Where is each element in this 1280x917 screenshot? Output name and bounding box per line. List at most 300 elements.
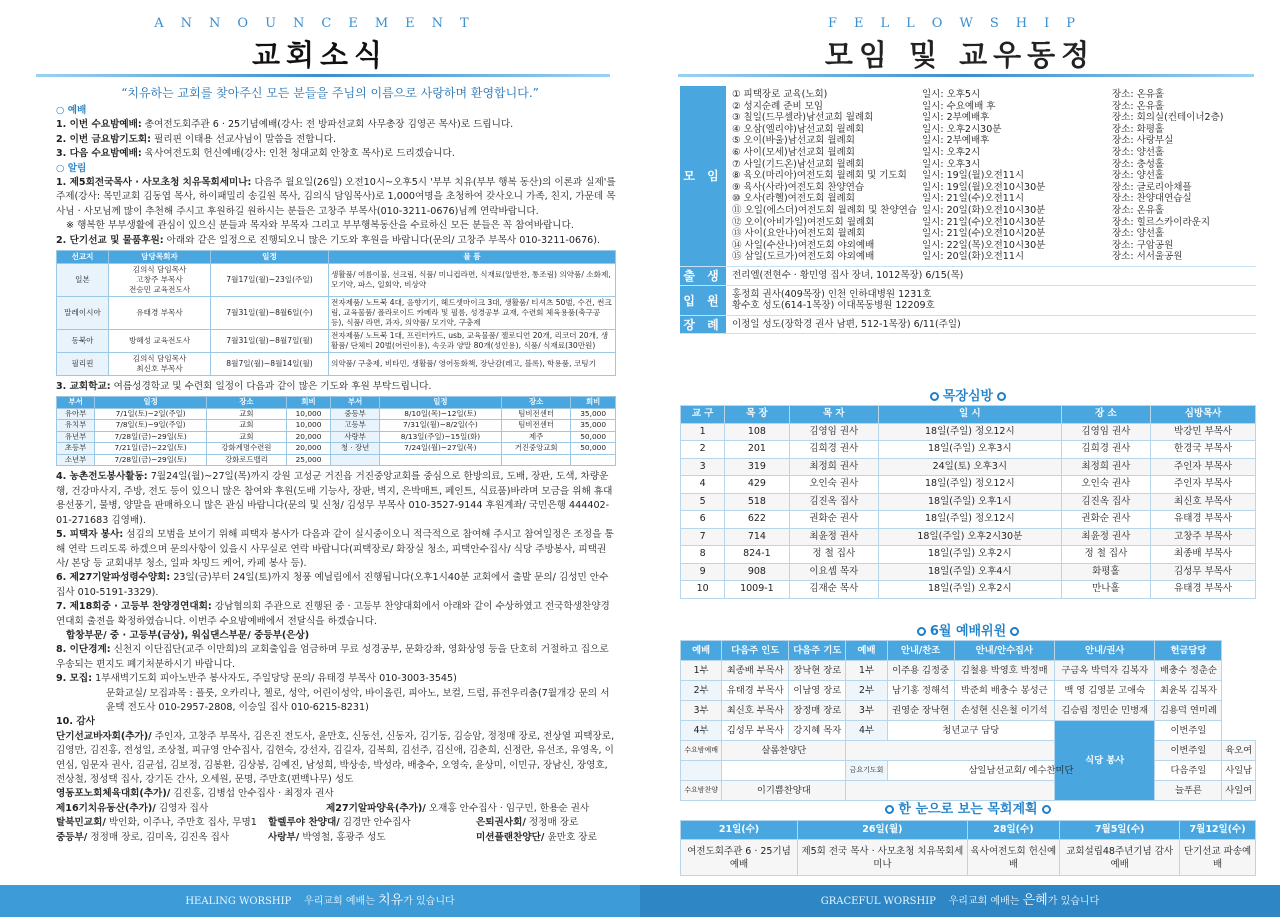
notice-9-culture: 문화교실/ 모집과목 : 플룻, 오카리나, 첼로, 성악, 어린이성악, 바이올린, 피아노, 보컬, 드럼, 퓨전우리춤(7월개강 문의 서윤택 전도사 010-2957-2808, 이승일 집사 010-6215-8231) <box>106 687 610 713</box>
worship-cell: 3부 <box>681 701 722 721</box>
table-row <box>681 511 1256 529</box>
mission-table <box>56 250 616 376</box>
plan-event: 단기선교 파송예배 <box>1180 840 1256 876</box>
worship-cell: 김승림 정민순 민병재 <box>1055 701 1155 721</box>
visit-cell: 주인자 부목사 <box>1151 476 1256 494</box>
birth-section <box>680 267 1256 286</box>
visit-cell: 최정희 권사 <box>1061 458 1151 476</box>
school-header: 장소 <box>207 397 287 409</box>
school-cell: 7/21일(금)~22일(토) <box>95 443 207 455</box>
thanks-2: 영동포노회체육대회(추가)/ 김진홍, 김병섭 안수집사 · 최정자 권사 <box>56 788 334 800</box>
plan-header-row <box>681 821 1256 840</box>
meeting-item <box>732 205 1250 217</box>
worship-cell: 백 영 김영분 고애숙 <box>1055 681 1155 701</box>
meeting-field: ⑤ 오이(바울)남선교회 월례회 <box>732 135 855 147</box>
visit-cell: 1009-1 <box>725 581 789 599</box>
worship-header: 안내/안수집사 <box>954 641 1054 661</box>
mission-header: 담당목회자 <box>109 251 211 264</box>
visit-cell: 권화순 권사 <box>789 511 879 529</box>
table-row <box>681 741 1256 761</box>
meeting-field: ⑮ 삼일(도르가)여전도회 야외예배 <box>732 251 875 263</box>
meeting-item <box>732 240 1250 252</box>
funeral-label: 장 례 <box>680 316 726 334</box>
worship-header: 안내/찬조 <box>887 641 954 661</box>
school-cell: 20,000 <box>286 443 331 455</box>
meeting-field: 장소: 힐르스카이라운지 <box>1112 216 1210 228</box>
meeting-field: ⑪ 오일(에스더)여전도회 월례회 및 찬양연습 <box>732 204 918 216</box>
meeting-item <box>732 89 1250 101</box>
thanks-5: 중등부/ 정정매 장로, 김미옥, 김진옥 집사 사랑부/ 박영철, 홍광주 성도 미션플랜찬양단/ 윤만호 장로 <box>56 831 597 843</box>
meeting-item <box>732 193 1250 205</box>
circle-icon <box>997 392 1006 401</box>
visit-cell: 김진옥 집사 <box>1061 493 1151 511</box>
worship-cell: 4부 <box>681 721 722 741</box>
worship-header: 다음주 인도 <box>722 641 789 661</box>
notice-8: 8. 이단경계: 신천지 이단집단(교주 이만희)의 교회출입을 엄금하며 무료 성경공부, 문화강좌, 영화상영 등을 단호히 거절하고 집으로 우송되는 편지도 폐기처분하시기 바랍니다. <box>56 644 609 670</box>
visit-cell: 18일(주일) 오후2시30분 <box>879 528 1062 546</box>
school-cell <box>571 454 616 466</box>
meeting-item <box>732 217 1250 229</box>
meeting-field: 일시: 수요예배 후 <box>922 100 996 112</box>
worship-cell: 장정매 장로 <box>789 701 846 721</box>
mission-header: 물 품 <box>329 251 616 264</box>
visit-cell: 최정희 권사 <box>789 458 879 476</box>
school-header: 부서 <box>57 397 95 409</box>
visit-cell: 18일(주일) 정오12시 <box>879 476 1062 494</box>
visit-header: 목 자 <box>789 406 879 424</box>
visit-cell: 정 철 집사 <box>1061 546 1151 564</box>
hospital-item: 황수호 성도(614-1목장) 이대목동병원 12209호 <box>732 300 935 312</box>
circle-icon: ○ <box>56 105 65 116</box>
meeting-field: 장소: 찬양대연습실 <box>1112 193 1192 205</box>
mission-header: 일정 <box>211 251 329 264</box>
school-cell: 강화로드밸리 <box>207 454 287 466</box>
visit-cell: 2 <box>681 441 725 459</box>
table-row <box>681 423 1256 441</box>
visit-cell: 최신호 부목사 <box>1151 493 1256 511</box>
meeting-field: 일시: 오후2시 <box>922 146 981 158</box>
visit-cell: 화평홀 <box>1061 563 1151 581</box>
visit-cell: 김성무 부목사 <box>1151 563 1256 581</box>
worship-cell: 배충수 정춘순 <box>1155 661 1222 681</box>
visit-cell: 18일(주일) 오후1시 <box>879 493 1062 511</box>
notice-7: 7. 제18회중 · 고등부 찬양경연대회: 강남협의회 주관으로 진행된 중 · 고등부 찬양대회에서 아래와 같이 수상하였고 전국학생찬양경연대회 출전을 확정하였습니다. 이번주 수요밤예배에서 전달식을 하겠습니다. <box>56 601 610 627</box>
visit-header: 목 장 <box>725 406 789 424</box>
worship-header: 헌금담당 <box>1155 641 1222 661</box>
cafe-day: 늘푸른 <box>1155 781 1222 801</box>
cafe-team: 사일여 <box>1222 781 1256 801</box>
meeting-field: ⑫ 오이(아비가일)여전도회 월례회 <box>732 216 875 228</box>
hospital-label: 입 원 <box>680 286 726 315</box>
cafe-team: 육오여 <box>1222 741 1256 761</box>
meeting-field: 일시: 오후5시 <box>922 89 981 100</box>
funeral-text: 이정일 성도(장학경 권사 남편, 512-1목장) 6/11(주일) <box>732 318 961 330</box>
school-cell: 7/28일(금)~29일(토) <box>95 431 207 443</box>
school-cell <box>502 454 571 466</box>
school-cell: 8/10일(목)~12일(토) <box>379 408 501 420</box>
notice-2: 2. 단기선교 및 물품후원: 아래와 같은 일정으로 진행되오니 많은 기도와 후원을 바랍니다(문의/ 고창주 부목사 010-3211-0676). <box>56 234 601 246</box>
visit-title: 목장심방 <box>680 385 1256 404</box>
school-cell: 거진중앙교회 <box>502 443 571 455</box>
meeting-item <box>732 112 1250 124</box>
school-cell: 소년부 <box>57 454 95 466</box>
school-table-wrap <box>56 396 616 466</box>
extra-value: 삼일남선교회/ 예수찬미단 <box>887 761 1155 781</box>
worship-committee-table <box>680 640 1256 801</box>
school-header: 회비 <box>286 397 331 409</box>
meeting-field: 장소: 양선홀 <box>1112 170 1165 182</box>
thanks-4: 탈북민교회/ 박인화, 이주나, 주만호 집사, 무명1 할렐루야 찬양대/ 김경만 안수집사 은퇴권사회/ 정정매 장로 <box>56 817 579 829</box>
extra-value: 이기쁨찬양대 <box>722 781 846 801</box>
announcement-en-title: ANNOUNCEMENT <box>154 16 486 31</box>
visit-cell: 18일(주일) 오후2시 <box>879 581 1062 599</box>
funeral-section <box>680 316 1256 335</box>
school-header: 일정 <box>95 397 207 409</box>
school-cell: 교회 <box>207 408 287 420</box>
visit-header-row <box>681 406 1256 424</box>
table-row <box>57 431 616 443</box>
worship-cell: 최신호 부목사 <box>722 701 789 721</box>
visit-table <box>680 405 1256 599</box>
announcement-kr-title: 교회소식 <box>251 38 389 72</box>
cafe-label: 식당 봉사 <box>1055 721 1155 801</box>
visit-cell: 24일(토) 오후3시 <box>879 458 1062 476</box>
visit-header: 장 소 <box>1061 406 1151 424</box>
school-header: 부서 <box>331 397 379 409</box>
circle-icon: ○ <box>56 162 65 174</box>
fellowship-kr-title: 모임 및 교우동정 <box>824 38 1096 72</box>
school-header-row <box>57 397 616 409</box>
table-row <box>57 408 616 420</box>
meeting-field: 일시: 21일(수)오전11시 <box>922 193 1025 205</box>
school-header: 회비 <box>571 397 616 409</box>
school-cell: 35,000 <box>571 420 616 432</box>
visit-cell: 최종배 부목사 <box>1151 546 1256 564</box>
hospital-item: 홍정희 권사(409목장) 인천 인하대병원 1231호 <box>732 288 932 300</box>
meeting-field: ⑨ 육사(사라)여전도회 찬양연습 <box>732 181 865 193</box>
birth-text: 전리엘(전현수 · 황민영 집사 장녀, 1012목장) 6/15(목) <box>732 269 964 281</box>
worship-cell: 청년교구 담당 <box>887 721 1054 741</box>
footer-keyword: 은혜 <box>1022 893 1048 908</box>
visit-cell: 오인숙 권사 <box>1061 476 1151 494</box>
meeting-field: ④ 오삼(엘리야)남선교회 월례회 <box>732 123 865 135</box>
mission-table-wrap <box>56 250 616 376</box>
worship-cell: 구금옥 박덕자 김복자 <box>1055 661 1155 681</box>
school-header: 장소 <box>502 397 571 409</box>
worship-cell: 최종배 부목사 <box>722 661 789 681</box>
visit-cell: 오인숙 권사 <box>789 476 879 494</box>
worship-cell: 손성현 신은철 이기석 <box>954 701 1054 721</box>
school-cell: 팀비전센터 <box>502 408 571 420</box>
visit-cell: 7 <box>681 528 725 546</box>
visit-cell: 622 <box>725 511 789 529</box>
table-row <box>57 443 616 455</box>
visit-cell: 5 <box>681 493 725 511</box>
table-row <box>681 546 1256 564</box>
worship-cell: 권영순 장낙현 <box>887 701 954 721</box>
meeting-field: 장소: 온유홀 <box>1112 89 1165 100</box>
table-row <box>681 661 1256 681</box>
worship-list: 1. 이번 수요밤예배: 총여전도회주관 6 · 25기념예배(강사: 전 방파선교회 사무총장 김영곤 목사)로 드립니다. 2. 이번 금요밤기도회: 필리핀 이태용 선교사님이 말씀을 전합니다. 3. 다음 수요밤예배: 육사여전도회 헌신예배(강사: 인천 청대교회 안창호 목사)로 드리겠습니다. <box>56 119 514 160</box>
worship-cell: 김성무 부목사 <box>722 721 789 741</box>
worship-heading: ○ 예배 <box>56 105 87 116</box>
visit-cell: 최윤정 권사 <box>789 528 879 546</box>
meeting-item <box>732 228 1250 240</box>
notice-9: 9. 모집: 1부새벽기도회 피아노반주 봉사자도, 주일당당 문의/ 유태경 부목사 010-3003-3545) <box>56 673 457 685</box>
table-row <box>681 476 1256 494</box>
circle-icon <box>917 627 926 636</box>
school-cell: 7/24일(월)~27일(목) <box>379 443 501 455</box>
visit-cell: 정 철 집사 <box>789 546 879 564</box>
visit-cell: 김진옥 집사 <box>789 493 879 511</box>
welcome-message: “치유하는 교회를 찾아주신 모든 분들을 주님의 이름으로 사랑하며 환영합니다.” <box>121 86 539 100</box>
meeting-field: ⑧ 육오(마리아)여전도회 월례회 및 기도회 <box>732 170 907 182</box>
school-cell: 유아부 <box>57 408 95 420</box>
announcement-content <box>56 104 616 845</box>
school-cell: 35,000 <box>571 408 616 420</box>
visit-cell: 1 <box>681 423 725 441</box>
visit-cell: 유태경 부목사 <box>1151 511 1256 529</box>
extra-label: 수요밤예배 <box>681 741 722 761</box>
extra-label: 금요기도회 <box>846 761 887 781</box>
meeting-field: 일시: 오후2시30분 <box>922 123 1002 135</box>
circle-icon <box>930 392 939 401</box>
footer-left: HEALING WORSHIP 우리교회 예배는 치유가 있습니다 <box>0 885 640 917</box>
visit-cell: 10 <box>681 581 725 599</box>
cafe-team: 사일남 <box>1222 761 1256 781</box>
worship-cell: 2부 <box>846 681 887 701</box>
visit-cell: 18일(주일) 정오12시 <box>879 511 1062 529</box>
meeting-item <box>732 170 1250 182</box>
worship-committee-title: 6월 예배위원 <box>680 620 1256 639</box>
school-cell: 교회 <box>207 420 287 432</box>
school-cell: 7/1일(토)~2일(주일) <box>95 408 207 420</box>
table-row <box>681 701 1256 721</box>
school-cell: 유년부 <box>57 431 95 443</box>
worship-cell: 박준희 배충수 봉성근 <box>954 681 1054 701</box>
notice-6: 6. 제27기알파성령수양회: 23일(금)부터 24일(토)까지 청풍 예닐림에서 진행됩니다(오후1시40분 교회에서 출발 문의/ 김성민 안수집사 010-5191-3329). <box>56 572 609 598</box>
notice-heading: ○ 알림 <box>56 162 87 174</box>
meeting-field: ⑥ 사이(모세)남선교회 월례회 <box>732 146 855 158</box>
meeting-item <box>732 147 1250 159</box>
school-cell: 50,000 <box>571 443 616 455</box>
fellowship-box <box>680 86 1256 334</box>
meetings-list <box>726 86 1256 266</box>
meeting-field: 장소: 양선홀 <box>1112 228 1165 240</box>
table-row <box>681 563 1256 581</box>
school-cell: 중등부 <box>331 408 379 420</box>
visit-cell: 429 <box>725 476 789 494</box>
title-divider <box>678 74 1254 77</box>
meeting-field: 장소: 글로리아채플 <box>1112 181 1192 193</box>
worship-cell: 4부 <box>846 721 887 741</box>
plan-date: 7월5일(수) <box>1060 821 1180 840</box>
school-cell: 7/28일(금)~29일(토) <box>95 454 207 466</box>
table-row <box>681 528 1256 546</box>
circle-icon <box>1010 627 1019 636</box>
table-row <box>681 721 1256 741</box>
visit-cell: 고창주 부목사 <box>1151 528 1256 546</box>
visit-cell: 최윤정 권사 <box>1061 528 1151 546</box>
visit-cell: 박강민 부목사 <box>1151 423 1256 441</box>
table-row <box>681 458 1256 476</box>
plan-value-row <box>681 840 1256 876</box>
meeting-field: 일시: 20일(화)오전10시30분 <box>922 204 1046 216</box>
school-cell: 초등부 <box>57 443 95 455</box>
school-cell: 고등부 <box>331 420 379 432</box>
visit-cell: 908 <box>725 563 789 581</box>
visit-cell: 18일(주일) 오후3시 <box>879 441 1062 459</box>
worship-cell: 1부 <box>846 661 887 681</box>
cafe-day: 다음주일 <box>1155 761 1222 781</box>
school-cell: 제주 <box>502 431 571 443</box>
plan-table <box>680 820 1256 876</box>
thanks-3: 제16기치유동산(추가)/ 김영자 집사 제27기알파양육(추가)/ 오재홍 안수집사 · 임구민, 한용순 권사 <box>56 802 590 814</box>
worship-cell: 장낙현 장로 <box>789 661 846 681</box>
visit-cell: 김희경 권사 <box>789 441 879 459</box>
school-header: 일정 <box>379 397 501 409</box>
mission-header: 선교지 <box>57 251 109 264</box>
visit-cell: 201 <box>725 441 789 459</box>
meeting-field: 일시: 19일(월)오전10시30분 <box>922 181 1046 193</box>
plan-date: 7월12일(수) <box>1180 821 1256 840</box>
meeting-field: 장소: 양선홀 <box>1112 146 1165 158</box>
table-row <box>681 581 1256 599</box>
plan-date: 26일(월) <box>798 821 968 840</box>
school-cell: 20,000 <box>286 431 331 443</box>
notice-1-note: ※ 행복한 부부생활에 관심이 있으신 분들과 목자와 부목자 그리고 부부행복동산을 수료하신 모든 분들은 꼭 참여바랍니다. <box>66 220 574 232</box>
school-cell: 7/8일(토)~9일(주일) <box>95 420 207 432</box>
meeting-field: 장소: 온유홀 <box>1112 100 1165 112</box>
meeting-field: ⑩ 오사(라헬)여전도회 월례회 <box>732 193 855 205</box>
visit-cell: 이요셉 목자 <box>789 563 879 581</box>
school-cell: 10,000 <box>286 420 331 432</box>
visit-cell: 18일(주일) 오후4시 <box>879 563 1062 581</box>
visit-cell: 4 <box>681 476 725 494</box>
thanks-heading: 10. 감사 <box>56 716 95 728</box>
meeting-field: 일시: 2부예배후 <box>922 135 990 147</box>
worship-cell: 김용덕 연미례 <box>1155 701 1222 721</box>
visit-cell: 김재순 목사 <box>789 581 879 599</box>
circle-icon <box>1042 805 1051 814</box>
thanks-1: 단기선교바자회(추가)/ 주인자, 고창주 부목사, 김은진 전도사, 윤만호, 신동선, 신동자, 김기동, 김승암, 정정매 장로, 전상열 피택장로, 김영만, 김진홍, 전성일, 조상철, 피규영 안수집사, 김현숙, 강선자, 김길자, 김복희, 김선주, 김신애, 김춘희, 신정란, 유선조, 유영옥, 이연심, 임문자 권사, 김균섭, 김보정, 김봉환, 김상봉, 김예진, 남성희, 박상송, 박성라, 배충수, 오영숙, 윤상미, 이민규, 장남신, 장영호, 전상철, 정성택 집사, 강기돈 간사, 오세원, 문명, 주만호(편백나무) 성도 <box>56 730 615 785</box>
visit-cell: 3 <box>681 458 725 476</box>
extra-label: 수요밤찬양 <box>681 781 722 801</box>
meeting-item <box>732 135 1250 147</box>
visit-cell: 319 <box>725 458 789 476</box>
table-row <box>681 681 1256 701</box>
table-row: 필리핀 김의식 담임목사 최신호 부목사 8월7일(월)~8월14일(월) 의약품/ 구충제, 비타민, 생활품/ 영어동화책, 장난감(레고, 블록), 학용품, 코팅기 <box>57 353 616 376</box>
school-cell: 유치부 <box>57 420 95 432</box>
table-row <box>681 761 1256 781</box>
meeting-field: ⑬ 사이(요안나)여전도회 월례회 <box>732 228 866 240</box>
meeting-field: 장소: 구암공원 <box>1112 239 1174 251</box>
worship-header: 예배 <box>681 641 722 661</box>
visit-cell: 김희경 권사 <box>1061 441 1151 459</box>
visit-cell: 9 <box>681 563 725 581</box>
spacer-cell <box>681 761 722 781</box>
school-cell: 8/13일(주일)~15일(화) <box>379 431 501 443</box>
plan-event: 제5회 전국 목사 · 사모초청 치유목회세미나 <box>798 840 968 876</box>
visit-cell: 108 <box>725 423 789 441</box>
plan-event: 교회설립48주년기념 감사예배 <box>1060 840 1180 876</box>
meeting-field: 일시: 22일(목)오전10시30분 <box>922 239 1046 251</box>
meeting-field: ① 피택장로 교육(노회) <box>732 89 828 100</box>
table-row <box>57 420 616 432</box>
plan-event: 여전도회주관 6 · 25기념예배 <box>681 840 798 876</box>
school-table <box>56 396 616 466</box>
visit-header: 일 시 <box>879 406 1062 424</box>
meeting-item <box>732 159 1250 171</box>
meetings-label: 모 임 <box>680 86 726 266</box>
table-row: 동북아 방혜성 교육전도사 7월31일(월)~8월7일(월) 전자제품/ 노트북 1대, 프린터카드, usb, 교육물품/ 젤로디언 20개, 리코더 20개, 생활품/ 단체티 20벌(어린이용), 속옷과 양말 80개(성인용), 식품/ 식재료(30만원) <box>57 330 616 353</box>
school-cell <box>379 454 501 466</box>
footer-right: GRACEFUL WORSHIP 우리교회 예배는 은혜가 있습니다 <box>640 885 1280 917</box>
spacer-cell <box>722 761 846 781</box>
notice-7-awards: 합창부문/ 중 · 고등부(금상), 워십댄스부문/ 중등부(은상) <box>66 629 310 641</box>
visit-cell: 김영임 권사 <box>789 423 879 441</box>
visit-cell: 18일(주일) 오후2시 <box>879 546 1062 564</box>
worship-cell: 최윤복 김복자 <box>1155 681 1222 701</box>
extra-value: 살롬찬양단 <box>722 741 846 761</box>
worship-header: 다음주 기도 <box>789 641 846 661</box>
visit-cell: 한경국 부목사 <box>1151 441 1256 459</box>
meeting-field: 일시: 오후3시 <box>922 158 981 170</box>
visit-cell: 주인자 부목사 <box>1151 458 1256 476</box>
table-row <box>57 454 616 466</box>
school-cell: 사랑부 <box>331 431 379 443</box>
circle-icon <box>885 805 894 814</box>
visit-cell: 6 <box>681 511 725 529</box>
worship-cell: 남기홍 정해석 <box>887 681 954 701</box>
visit-cell: 824-1 <box>725 546 789 564</box>
notice-3: 3. 교회학교: 여름성경학교 및 수련회 일정이 다음과 같이 많은 기도와 후원 부탁드립니다. <box>56 381 432 393</box>
plan-title: 한 눈으로 보는 목회계획 <box>680 798 1256 817</box>
school-cell <box>331 454 379 466</box>
meeting-field: 장소: 화평홀 <box>1112 123 1165 135</box>
plan-event: 육사여전도회 헌신예배 <box>967 840 1059 876</box>
visit-cell: 518 <box>725 493 789 511</box>
fellowship-en-title: FELLOWSHIP <box>828 16 1092 31</box>
worship-cell: 이남영 장로 <box>789 681 846 701</box>
school-cell: 청 · 장년 <box>331 443 379 455</box>
hospital-section <box>680 286 1256 316</box>
worship-header: 예배 <box>846 641 887 661</box>
worship-cell: 3부 <box>846 701 887 721</box>
notice-5: 5. 피택자 봉사: 섬김의 모범을 보이기 위해 피택자 봉사가 다음과 같이 실시중이오니 적극적으로 참여해 주시고 참여일정은 조정을 통해 연락 드리도록 하겠으며 문의사항이 있을시 사무실로 연락 바랍니다(피택장로/ 화장실 청소, 피택안수집사/ 식당 주방봉사, 피택권사/ 본당 등 교회내부 청소, 일파 차밍드 케어, 카페 봉사 등). <box>56 529 614 569</box>
notice-4: 4. 농촌전도봉사활동: 7월24일(월)~27일(목)까지 강원 고성군 거진읍 거진중앙교회를 중심으로 한방의료, 도배, 장판, 도색, 차량운행, 건강마사지, 주방, 전도 등이 있으니 많은 참여와 후원(도배 기능사, 장판, 벽지, 은박매트, 페인트, 식료품)바라며 모금을 위해 휴대용선풍기, 물병, 양말을 판매하오니 많은 관심 바랍니다(문의 및 신청/ 김성무 부목사 010-3527-9144 후원계좌/ 국민은행 444402-01-271683 김영배). <box>56 471 613 526</box>
meeting-field: 장소: 회의실(컨테이너2층) <box>1112 112 1224 124</box>
footer-keyword: 치유 <box>378 893 404 908</box>
meeting-field: 장소: 서서울공원 <box>1112 251 1183 263</box>
visit-cell: 18일(주일) 정오12시 <box>879 423 1062 441</box>
meeting-field: ⑦ 사일(기드온)남선교회 월례회 <box>732 158 865 170</box>
school-cell: 50,000 <box>571 431 616 443</box>
meeting-item <box>732 124 1250 136</box>
visit-cell: 김영임 권사 <box>1061 423 1151 441</box>
meetings-section <box>680 86 1256 267</box>
worship-cell: 유태경 부목사 <box>722 681 789 701</box>
meeting-field: ③ 칠일(드무셀라)남선교회 월례회 <box>732 112 874 124</box>
meeting-field: 일시: 19일(월)오전11시 <box>922 170 1025 182</box>
worship-header-row <box>681 641 1256 661</box>
worship-cell: 김철용 박영호 박정매 <box>954 661 1054 681</box>
worship-cell: 강지혜 목자 <box>789 721 846 741</box>
meeting-field: 일시: 21일(수)오전10시20분 <box>922 228 1046 240</box>
worship-cell: 1부 <box>681 661 722 681</box>
visit-cell: 만나홀 <box>1061 581 1151 599</box>
plan-date: 28일(수) <box>967 821 1059 840</box>
